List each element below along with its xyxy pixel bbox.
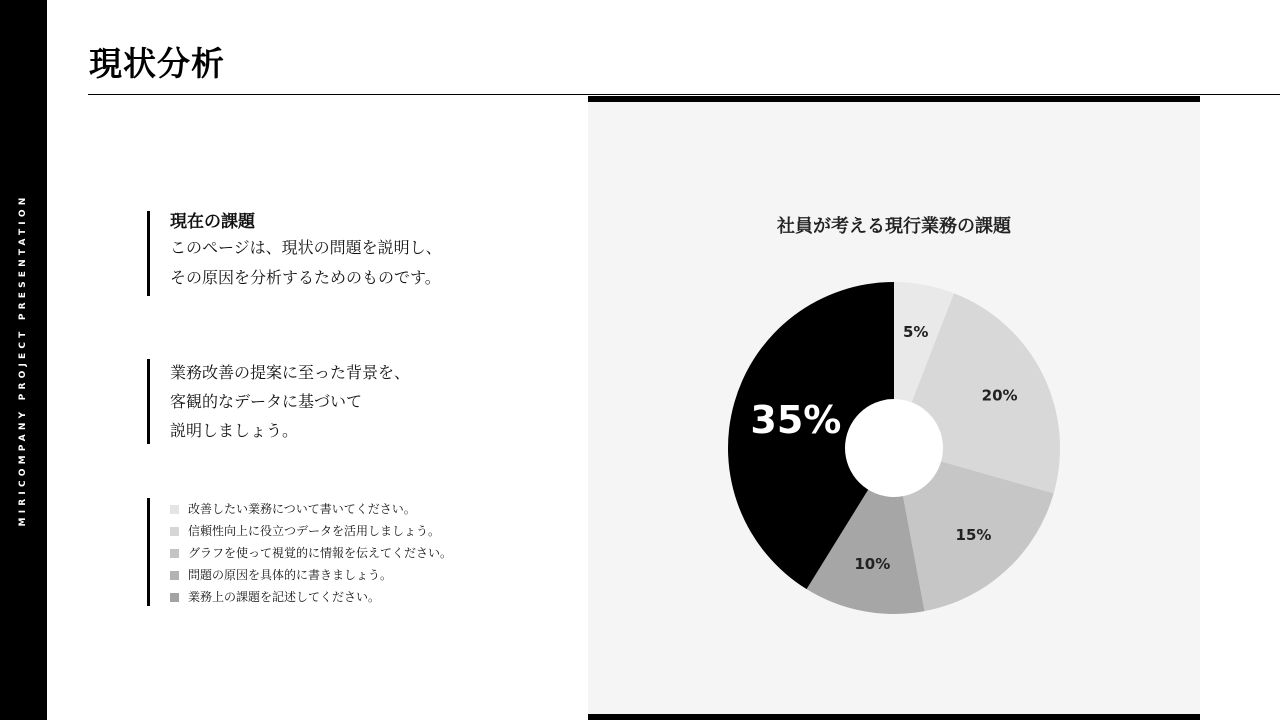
background-block <box>147 359 410 444</box>
pie-chart <box>588 96 1200 716</box>
list-item <box>170 564 452 586</box>
current-issue-line: その原因を分析するためのものです。 <box>170 268 441 287</box>
current-issue-heading: 現在の課題 <box>170 212 255 232</box>
bullet-square-icon <box>170 593 179 602</box>
background-line: 説明しましょう。 <box>170 421 299 440</box>
tips-list <box>147 498 452 606</box>
bullet-square-icon <box>170 571 179 580</box>
bullet-square-icon <box>170 549 179 558</box>
pie-slice-label: 5% <box>902 323 929 342</box>
list-item <box>170 542 452 564</box>
list-item-text: グラフを使って視覚的に情報を伝えてください。 <box>188 546 453 560</box>
list-item-text: 改善したい業務について書いてください。 <box>188 502 416 516</box>
pie-slice-label: 10% <box>854 554 891 573</box>
page-title: 現状分析 <box>89 44 225 83</box>
pie-slice-label: 35% <box>750 398 842 443</box>
title-divider <box>88 94 1280 95</box>
list-item <box>170 498 452 520</box>
current-issue-line: このページは、現状の問題を説明し、 <box>170 238 442 257</box>
background-line: 客観的なデータに基づいて <box>170 392 363 411</box>
chart-title: 社員が考える現行業務の課題 <box>777 216 1011 237</box>
list-item-text: 業務上の課題を記述してください。 <box>188 590 381 604</box>
bullet-square-icon <box>170 505 179 514</box>
list-item <box>170 520 452 542</box>
current-issue-block <box>147 211 442 296</box>
list-item <box>170 586 452 608</box>
bullet-square-icon <box>170 527 179 536</box>
sidebar-vertical-text: MIRICOMPANY PROJECT PRESENTATION <box>18 193 28 527</box>
list-item-text: 信頼性向上に役立つデータを活用しましょう。 <box>188 524 441 538</box>
donut-hole <box>845 399 943 497</box>
background-line: 業務改善の提案に至った背景を、 <box>170 363 411 382</box>
list-item-text: 問題の原因を具体的に書きましょう。 <box>188 568 393 582</box>
pie-slice-label: 20% <box>981 386 1018 405</box>
pie-slice-label: 15% <box>955 526 992 545</box>
sidebar <box>0 0 47 720</box>
